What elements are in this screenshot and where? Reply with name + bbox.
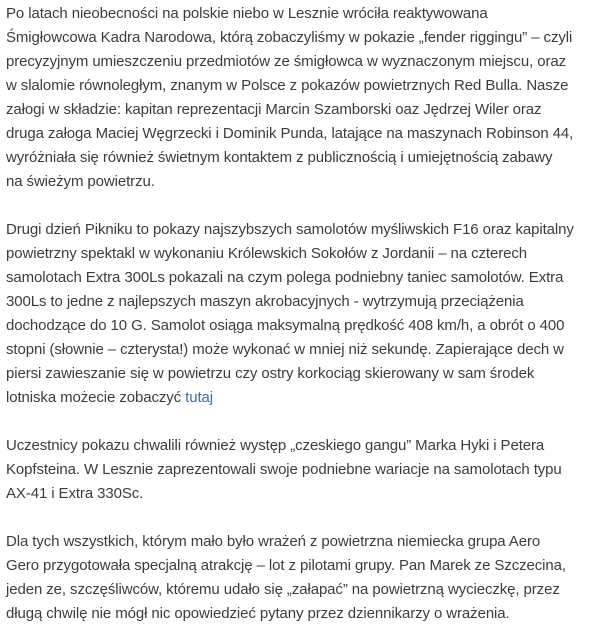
text-line: wyróżniała się również świetnym kontaktem z publicznością i umiejętnością zabawy	[6, 149, 553, 166]
text-line: dochodzące do 10 G. Samolot osiąga maksymalną prędkość 408 km/h, a obrót o 400	[6, 317, 565, 334]
paragraph-second-day	[6, 218, 594, 410]
text-line: piersi zawieszanie się w powietrzu czy ostry korkociąg skierowany w sam środek	[6, 365, 535, 382]
text-line: Gero przygotowała specjalną atrakcję – lot z pilotami grupy. Pan Marek ze Szczecina,	[6, 557, 566, 574]
text-line: stopni (słownie – czterysta!) może wykonać w mniej niż sekundę. Zapierające dech w	[6, 341, 564, 358]
text-line: Po latach nieobecności na polskie niebo w Lesznie wróciła reaktywowana	[6, 5, 488, 22]
text-line: na świeżym powietrzu.	[6, 173, 155, 190]
paragraph-aero-gero	[6, 530, 594, 626]
text-line: Dla tych wszystkich, którym mało było wrażeń z powietrzna niemiecka grupa Aero	[6, 533, 541, 550]
text-line: Uczestnicy pokazu chwalili również występ „czeskiego gangu” Marka Hyki i Petera	[6, 437, 545, 454]
text-line: samolotach Extra 300Ls pokazali na czym polega podniebny taniec samolotów. Extra	[6, 269, 564, 286]
text-line: 300Ls to jedne z najlepszych maszyn akrobacyjnych - wytrzymują przeciążenia	[6, 293, 524, 310]
tutaj-link[interactable]: tutaj	[185, 389, 214, 406]
text-line: jeden ze, szczęśliwców, któremu udało się „załapać” na powietrzną wycieczkę, przez	[6, 581, 560, 598]
text-line-with-link	[6, 386, 594, 410]
text-line: powietrzny spektakl w wykonaniu Królewskich Sokołów z Jordanii – na czterech	[6, 245, 527, 262]
text-line: precyzyjnym umieszczeniu przedmiotów ze śmigłowca w wyznaczonym miejscu, oraz	[6, 53, 566, 70]
paragraph-czech-gang	[6, 434, 594, 506]
text-line: Śmigłowcowa Kadra Narodowa, którą zobaczyliśmy w pokazie „fender riggingu” – czyli	[6, 29, 573, 46]
text-line: w slalomie równoległym, znanym w Polsce z pokazów powietrznych Red Bulla. Nasze	[6, 77, 569, 94]
text-segment: lotniska możecie zobaczyć	[6, 389, 186, 406]
paragraph-helicopter-team	[6, 0, 594, 194]
text-line: AX-41 i Extra 330Sc.	[6, 485, 144, 502]
text-line: długą chwilę nie mógł nic opowiedzieć pytany przez dziennikarzy o wrażenia.	[6, 605, 510, 622]
text-line: druga załoga Maciej Węgrzecki i Dominik Punda, latające na maszynach Robinson 44,	[6, 125, 574, 142]
text-line: Kopfsteina. W Lesznie zaprezentowali swoje podniebne wariacje na samolotach typu	[6, 461, 562, 478]
text-line: Drugi dzień Pikniku to pokazy najszybszych samolotów myśliwskich F16 oraz kapitalny	[6, 221, 574, 238]
text-line: załogi w składzie: kapitan reprezentacji Marcin Szamborski oaz Jędrzej Wiler oraz	[6, 101, 542, 118]
